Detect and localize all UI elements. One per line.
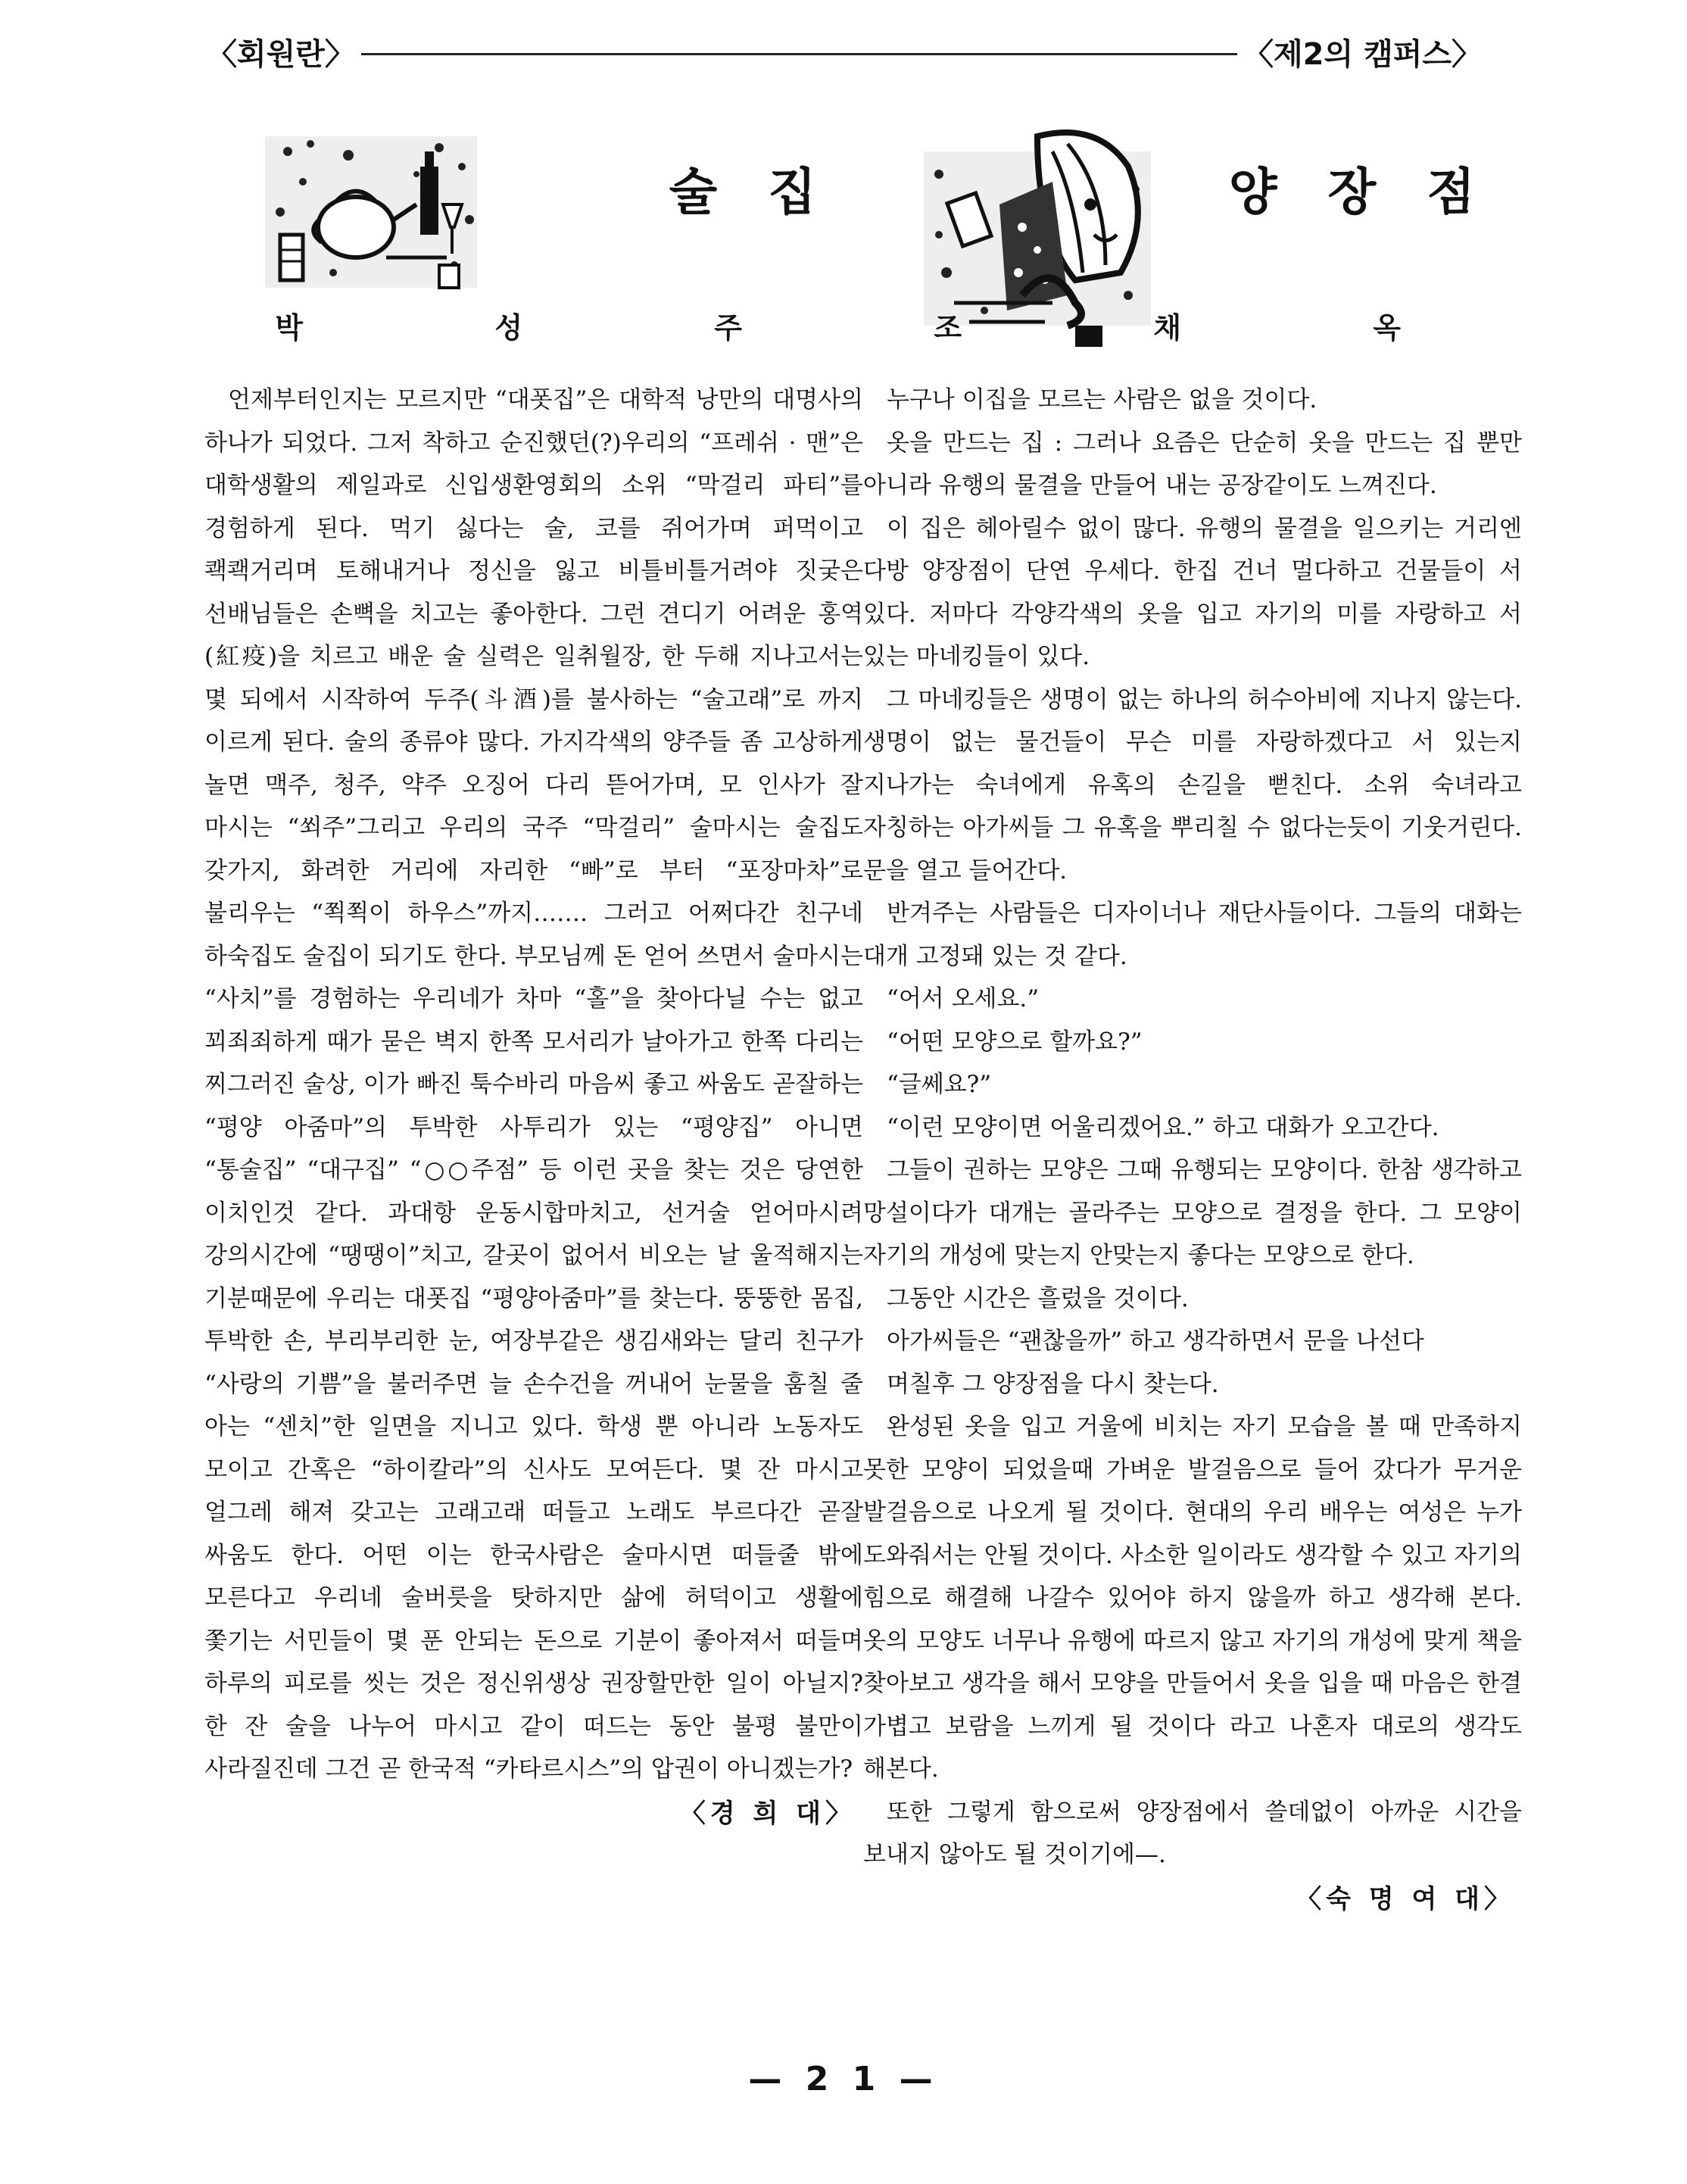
page-number: — 2 1 — <box>748 2060 939 2098</box>
article-paragraph: 누구나 이집을 모르는 사람은 없을 것이다. <box>887 386 1317 413</box>
article-paragraph: 그 마네킹들은 생명이 없는 하나의 허수아비에 지나지 않는다. 생명이 없는 물건들이 무슨 미를 자랑하겠다고 서 있는지 지나가는 숙녀에게 유혹의 손길을 뻗친다. 소위 숙녀라고 자칭하는 아가씨들 그 유혹을 뿌리칠 수 없다는듯이 기웃거린다. 문을 열고 들어간다. <box>863 685 1522 885</box>
page-header <box>201 30 1488 83</box>
article-paragraph: 옷을 만드는 집 : 그러나 요즘은 단순히 옷을 만드는 집 뿐만 아니라 유행의 물결을 만들어 내는 공장같이도 느껴진다. <box>863 429 1522 499</box>
dialogue-line: “어서 오세요.” <box>887 985 1040 1012</box>
school-signature: 〈숙 명 여 대〉 <box>1296 1883 1514 1914</box>
article-paragraph: 이 집은 헤아릴수 없이 많다. 유행의 물결을 일으키는 거리엔 다방 양장점이 단연 우세다. 한집 건너 멀다하고 건물들이 서 있다. 저마다 각양각색의 옷을 입고 자기의 미를 자랑하고 서 있는 마네킹들이 있다. <box>863 514 1522 670</box>
article-author: 조 채 옥 <box>934 311 1492 345</box>
article-paragraph: 그들이 권하는 모양은 그때 유행되는 모양이다. 한참 생각하고 망설이다가 대개는 골라주는 모양으로 결정을 한다. 그 모양이 자기의 개성에 맞는지 안맞는지 좋다는 모양으로 한다. <box>863 1156 1522 1269</box>
article-paragraph: 완성된 옷을 입고 거울에 비치는 자기 모습을 볼 때 만족하지 못한 모양이 되었을때 가벼운 발걸음으로 들어 갔다가 무거운 발걸음으로 나오게 될 것이다. 현대의 우리 배우는 여성은 누가 도와줘서는 안될 것이다. 사소한 일이라도 생각할 수 있고 자기의 힘으로 해결해 나갈수 있어야 하지 않을까 하고 생각해 본다. 옷의 모양도 너무나 유행에 따르지 않고 자기의 개성에 맞게 책을 찾아보고 생각을 해서 모양을 만들어서 옷을 입을 때 마음은 한결 가볍고 보람을 느끼게 될 것이다 라고 나혼자 대로의 생각도 해본다. <box>863 1413 1522 1783</box>
article-title: 양 장 점 <box>1228 163 1492 221</box>
section-label-right: 〈제2의 캠퍼스〉 <box>1237 30 1488 73</box>
article-paragraph: 또한 그렇게 함으로써 양장점에서 쓸데없이 아까운 시간을 보내지 않아도 될 것이기에—. <box>863 1798 1522 1868</box>
school-signature: 〈경 희 대〉 <box>679 1798 856 1829</box>
article-paragraph: 언제부터인지는 모르지만 “대폿집”은 대학적 낭만의 대명사의 하나가 되었다. 그저 착하고 순진했던(?)우리의 “프레쉬 · 맨”은 대학생활의 제일과로 신입생환영회의 소위 “막걸리 파티”를 경험하게 된다. 먹기 싫다는 술, 코를 쥐어가며 퍼먹이고 쾍쾍거리며 토해내거나 정신을 잃고 비틀비틀거려야 짓궂은 선배님들은 손뼉을 치고는 좋아한다. 그런 견디기 어려운 홍역(紅疫)을 치르고 배운 술 실력은 일취월장, 한 두해 지나고서는 몇 되에서 시작하여 두주(斗酒)를 불사하는 “술고래”로 까지 이르게 된다. 술의 종류야 많다. 가지각색의 양주들 좀 고상하게 놀면 맥주, 청주, 약주 오징어 다리 뜯어가며, 모 인사가 잘 마시는 “쐬주”그리고 우리의 국주 “막걸리” 술마시는 술집도 갖가지, 화려한 거리에 자리한 “빠”로 부터 “포장마차”로 불리우는 “쬑쬑이 하우스”까지……. 그러고 어쩌다간 친구네 하숙집도 술집이 되기도 한다. 부모님께 돈 얻어 쓰면서 술마시는 “사치”를 경험하는 우리네가 차마 “홀”을 찾아다닐 수는 없고 꾀죄죄하게 때가 묻은 벽지 한쪽 모서리가 날아가고 한쪽 다리는 찌그러진 술상, 이가 빠진 툭수바리 마음씨 좋고 싸움도 곧잘하는 “평양 아줌마”의 투박한 사투리가 있는 “평양집” 아니면 “통술집” “대구집” “○○주점” 등 이런 곳을 찾는 것은 당연한 이치인것 같다. 과대항 운동시합마치고, 선거술 얻어마시려 강의시간에 “땡땡이”치고, 갈곳이 없어서 비오는 날 울적해지는 기분때문에 우리는 대폿집 “평양아줌마”를 찾는다. 뚱뚱한 몸집, 투박한 손, 부리부리한 눈, 여장부같은 생김새와는 달리 친구가 “사랑의 기쁨”을 불러주면 늘 손수건을 꺼내어 눈물을 훔칠 줄 아는 “센치”한 일면을 지니고 있다. 학생 뿐 아니라 노동자도 모이고 간혹은 “하이칼라”의 신사도 모여든다. 몇 잔 마시고 얼그레 해져 갖고는 고래고래 떠들고 노래도 부르다간 곧잘 싸움도 한다. 어떤 이는 한국사람은 술마시면 떠들줄 밖에 모른다고 우리네 술버릇을 탓하지만 삶에 허덕이고 생활에 쫓기는 서민들이 몇 푼 안되는 돈으로 기분이 좋아져서 떠들며 하루의 피로를 씻는 것은 정신위생상 권장할만한 일이 아닐지? 한 잔 술을 나누어 마시고 같이 떠드는 동안 불평 불만이 사라질진데 그건 곧 한국적 “카타르시스”의 압권이 아니겠는가? <box>204 386 863 1783</box>
article-paragraph: 며칠후 그 양장점을 다시 찾는다. <box>887 1370 1219 1398</box>
bar-table-drawing-icon <box>265 121 492 314</box>
dialogue-line: “어떤 모양으로 할까요?” <box>887 1028 1143 1056</box>
article-body <box>863 379 1522 1915</box>
article-body <box>204 379 863 1830</box>
header-rule <box>314 53 1283 55</box>
dialogue-line: “이런 모양이면 어울리겠어요.” 하고 대화가 오고간다. <box>887 1113 1439 1141</box>
article-paragraph: 반겨주는 사람들은 디자이너나 재단사들이다. 그들의 대화는 대개 고정돼 있는 것 같다. <box>863 900 1522 970</box>
article-author: 박 성 주 <box>275 311 833 345</box>
article-paragraph: 아가씨들은 “괜찮을까” 하고 생각하면서 문을 나선다 <box>887 1328 1424 1355</box>
section-label-left: 〈회원란〉 <box>201 30 361 73</box>
article-paragraph: 그동안 시간은 흘렀을 것이다. <box>887 1284 1189 1312</box>
dialogue-line: “글쎄요?” <box>887 1071 992 1098</box>
article-title: 술 집 <box>669 163 833 221</box>
